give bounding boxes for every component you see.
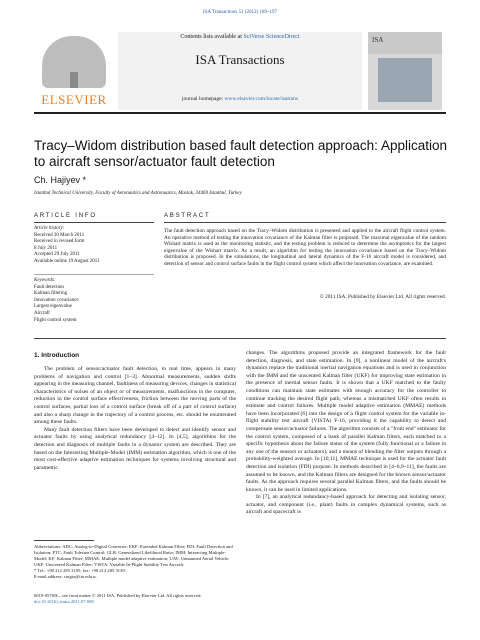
keyword-item: Kalman filtering: [34, 291, 68, 297]
keywords-rule: [34, 274, 154, 275]
keyword-item: Largest eigenvalue: [34, 304, 72, 310]
sciencedirect-link[interactable]: SciVerse ScienceDirect: [243, 34, 300, 40]
corresponding-author-footnote: * Tel.: +90 212 285 3105; fax: +90 212 285 3139.: [34, 567, 126, 573]
abstract-heading: ABSTRACT: [164, 213, 211, 219]
journal-cover-image: [368, 32, 442, 110]
history-item: Received 30 March 2011: [34, 232, 85, 238]
email-footnote[interactable]: E-mail address: cingiz@itu.edu.tr.: [34, 573, 97, 579]
journal-header-box: [118, 32, 362, 110]
publisher-logo-text: ELSEVIER: [41, 92, 107, 107]
issn-line: 0019-0578/$ – see front matter © 2011 ISA. Published by Elsevier Ltd. All rights reserved.: [34, 593, 202, 598]
article-title: Tracy–Widom distribution based fault detection approach: Application to aircraft sensor/actuator fault detection: [34, 138, 447, 169]
body-column-left: [34, 366, 236, 472]
page-footer: [34, 593, 334, 605]
paragraph: changes. The algorithms proposed provide an integrated framework for the fault detection, diagnosis, and state estimation. In [9], a nonlinear model of the aircraft's dynamics replace the traditional inertial navigation equations and is used in conjunction with the IMM and the unscented Kalman filter (UKF) for improving state estimation in the presence of inertial sensor faults. It is shown that a UKF matched to the faulty conditions can maintain state estimates with enough accuracy for the controller to continue tracking the desired flight path, whereas a mismatched UKF often results in estimate and control failures. Multiple model adaptive estimation (MMAE) methods have been incorporated [6] into the design of a flight control system for the variable in-flight stability test aircraft (VISTA) F-16, providing it the capability to detect and compensate sensor/actuator failures. The algorithm consists of a "front end" estimator for the control system, composed of a bank of parallel Kalman filters, each matched to a specific hypothesis about the failure status of the system (fully functional or a failure in any one of the sensors or actuators), and a means of blending the filter outputs through a probability-weighted average. In [10,11], MMAE technique is used for the actuator fault detection and isolation (FDI) purpose. In methods described in [4–6,9–11], the faults are assumed to be known, and the Kalman filters are designed for the known sensor/actuator faults. As the approach requires several parallel Kalman filters, and the faults should be known, it can be used in limited applications.: [246, 350, 446, 493]
homepage-prefix: journal homepage:: [181, 96, 224, 102]
header-rule: [34, 112, 446, 114]
footnotes: [34, 544, 236, 579]
journal-title: ISA Transactions: [195, 52, 285, 67]
keywords-label: Keywords:: [34, 278, 56, 283]
keyword-item: Innovation covariance: [34, 297, 79, 303]
keywords-list: [34, 278, 154, 324]
cover-title: ISA: [372, 36, 384, 44]
history-item: Available online 19 August 2011: [34, 258, 100, 264]
abstract-copyright: © 2011 ISA. Published by Elsevier Ltd. All rights reserved.: [319, 294, 446, 300]
keyword-item: Aircraft: [34, 310, 50, 316]
body-column-right: [246, 350, 446, 517]
contents-line: [118, 34, 362, 40]
elsevier-logo: [34, 32, 114, 110]
introduction-heading: 1. Introduction: [34, 352, 80, 359]
history-item: 8 July 2011: [34, 245, 58, 251]
abbreviations-footnote: Abbreviations: ADC: Analog-to-Digital Converter; EKF: Extended Kalman Filter; FDI: Fault Detection and Isolation; FTC: Fault Tolerant Control; GLR: Generalized Likelihood Ratio; IMM: Interacting Multiple-Model; KF: Kalman Filter; MMAE: Multiple model adaptive estimation; UAV: Unmanned Aerial Vehicle; UKF: Unscented Kalman Filter; VISTA: Variable In-Flight Stability Test Aircraft.: [34, 544, 233, 567]
keyword-item: Fault detection: [34, 284, 64, 290]
cover-picture: [378, 58, 432, 102]
author-name[interactable]: Ch. Hajiyev *: [34, 175, 87, 185]
journal-reference[interactable]: ISA Transactions 51 (2012) 189–197: [203, 10, 277, 15]
paragraph: Many fault detection filters have been developed to detect and identify sensor and actuator faults by using analytical redundancy [4–12]. In [4,5], algorithms for the detection and diagnosis of multiple faults in a dynamic system are described. They are based on the Interacting Multiple-Model (IMM) estimation algorithm, which is one of the most cost-effective adaptive estimation techniques for systems involving structural and parametric: [34, 426, 236, 471]
paragraph: In [7], an analytical redundancy-based approach for detecting and isolating sensor, actuator, and component (i.e., plant) faults in complex dynamical systems, such as aircraft and spacecraft is: [246, 494, 446, 516]
tree-trunk-icon: [70, 72, 78, 88]
article-info-rule: [34, 222, 154, 223]
article-history: [34, 226, 154, 266]
homepage-line: [118, 96, 362, 102]
abstract-rule: [164, 222, 446, 223]
author-affiliation: Istanbul Technical University, Faculty of Aeronautics and Astronautics, Maslak, 34469 Istanbul, Turkey: [34, 191, 242, 196]
history-label: Article history:: [34, 226, 65, 231]
homepage-link[interactable]: www.elsevier.com/locate/isatrans: [224, 96, 299, 102]
article-info-heading: ARTICLE INFO: [34, 213, 97, 219]
paragraph: The problem of sensor/actuator fault detection, in real time, appears in many problems of navigation and control [1–3]. Abnormal measurements, sudden shifts appearing in the measuring channel, faultiness of measuring devices, changes in statistical characteristics of noises of an object or of measurements, malfunctions in the computer, reduction in the control surface effectiveness, friction between the moving parts of the control surfaces, partial loss of a control surface (break off of a part of control surface) and also a sharp change in the trajectory of a control process, etc. should be enumerated among these faults.: [34, 366, 236, 426]
keyword-item: Flight control system: [34, 317, 77, 323]
history-item: Received in revised form: [34, 239, 85, 245]
footnote-rule: [34, 540, 94, 541]
contents-prefix: Contents lists available at: [180, 34, 242, 40]
history-item: Accepted 29 July 2011: [34, 252, 80, 258]
section-rule: [34, 338, 446, 339]
abstract-text: The fault detection approach based on the Tracy–Widom distribution is presented and applied to the aircraft flight control system. An operative method of testing the innovation covariance of the Kalman filter is proposed. The maximal eigenvalue of the random Wishart matrix is used as the monitoring statistic, and the testing problem is reduced to determine the asymptotics for the largest eigenvalue of the Wishart matrix. As a result, an algorithm for testing the innovation covariance based on the Tracy–Widom distribution is proposed. In the simulations, the longitudinal and lateral dynamics of the F-16 aircraft model is considered, and detection of sensor and control surface faults in the flight control system which affect the innovation covariance, are examined.: [164, 228, 446, 267]
doi-link[interactable]: doi:10.1016/j.isatra.2011.07.008: [34, 599, 94, 604]
